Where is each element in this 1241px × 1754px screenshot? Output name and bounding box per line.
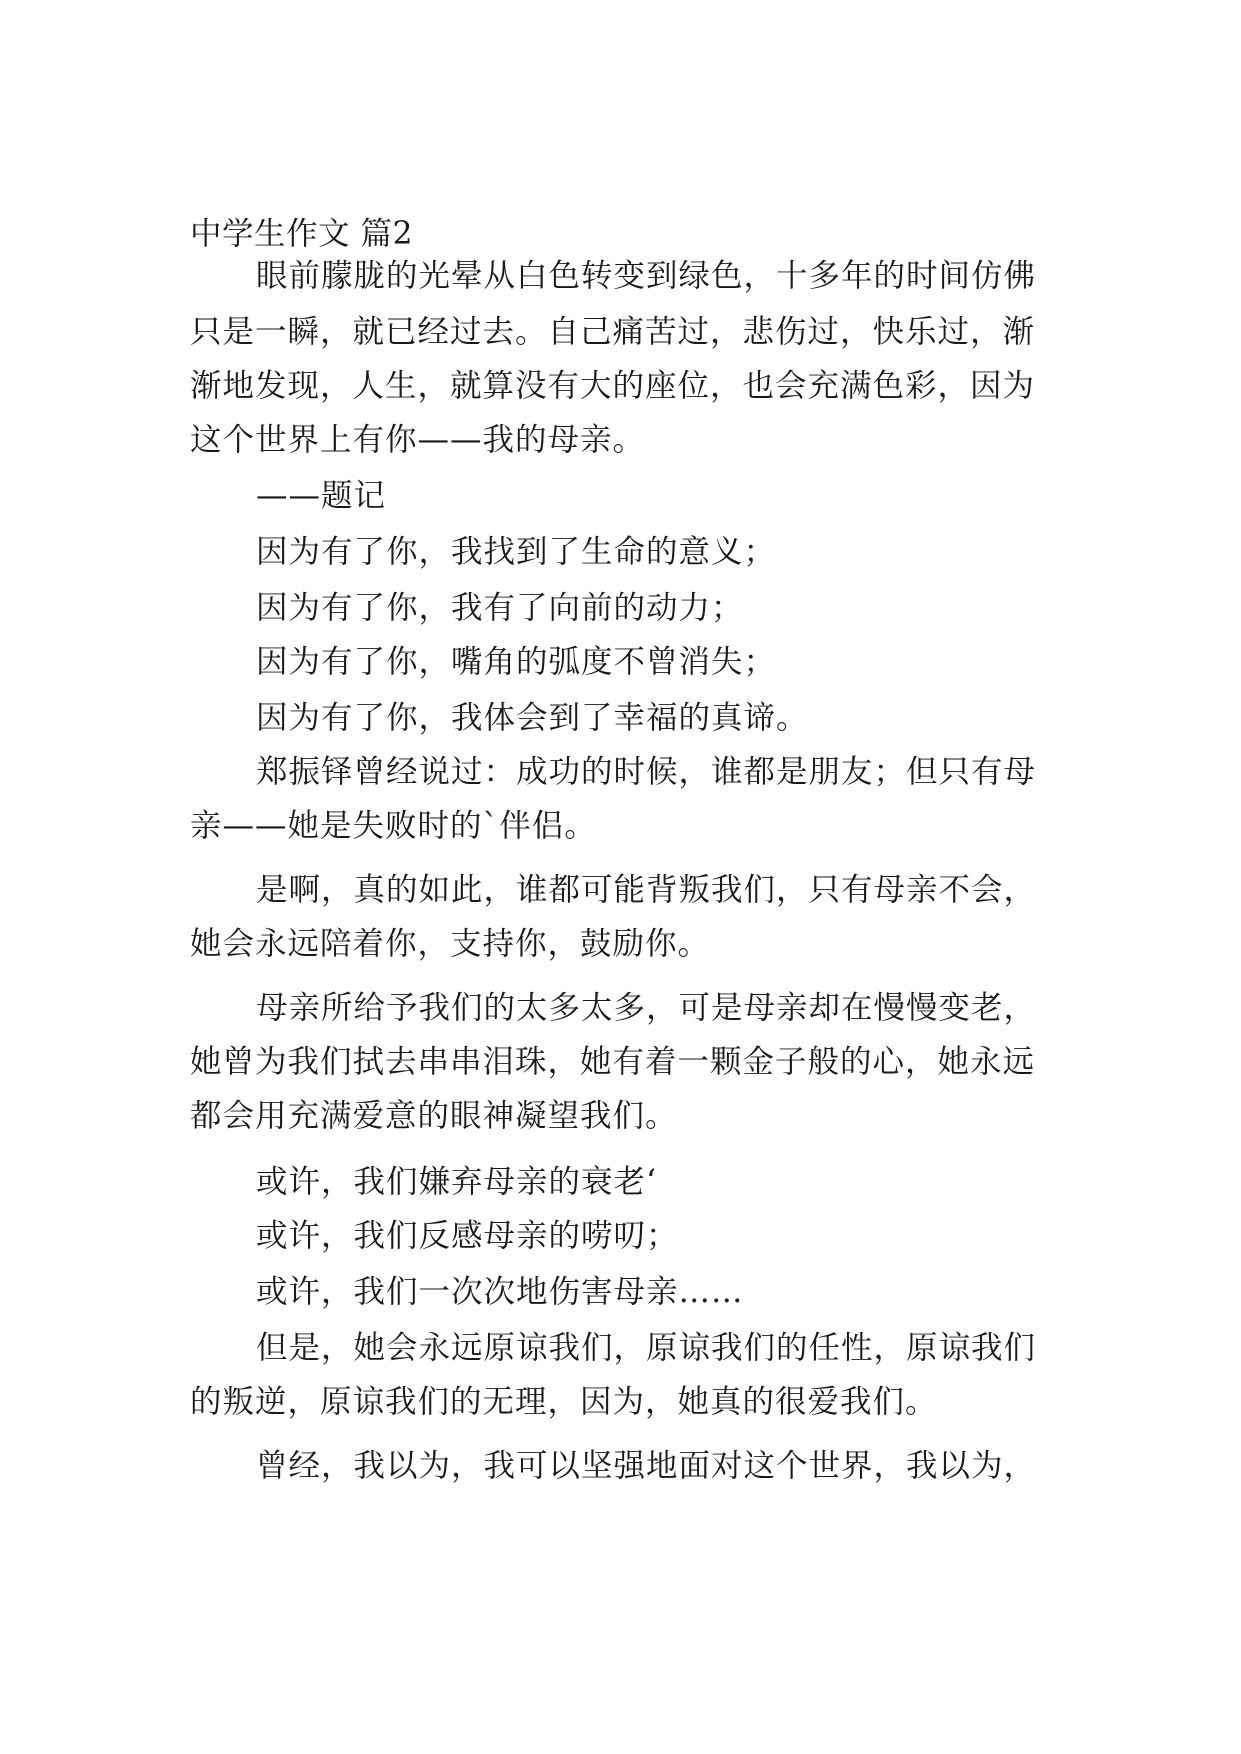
paragraph-line: 是啊，真的如此，谁都可能背叛我们，只有母亲不会， — [256, 872, 1037, 908]
essay-title: 中学生作文 篇2 — [190, 216, 414, 252]
paragraph-line: 曾经，我以为，我可以坚强地面对这个世界，我以为， — [256, 1448, 1037, 1484]
paragraph-line: 或许，我们嫌弃母亲的衰老‘ — [256, 1164, 658, 1200]
paragraph-line: 因为有了你，我找到了生命的意义； — [256, 534, 777, 570]
paragraph-line: 或许，我们一次次地伤害母亲…… — [256, 1274, 744, 1310]
paragraph-line: 郑振铎曾经说过：成功的时候，谁都是朋友；但只有母 — [256, 754, 1037, 790]
paragraph-line: 因为有了你，嘴角的弧度不曾消失； — [256, 644, 777, 680]
paragraph-line: 渐地发现，人生，就算没有大的座位，也会充满色彩，因为 — [190, 368, 1036, 404]
paragraph-line: 因为有了你，我有了向前的动力； — [256, 590, 744, 626]
paragraph-line: 都会用充满爱意的眼神凝望我们。 — [190, 1098, 678, 1134]
paragraph-line: 亲——她是失败时的`伴侣。 — [190, 808, 597, 844]
paragraph-line: 这个世界上有你——我的母亲。 — [190, 422, 646, 458]
paragraph-line: 眼前朦胧的光晕从白色转变到绿色，十多年的时间仿佛 — [256, 258, 1037, 294]
epigraph-line: ——题记 — [256, 478, 387, 514]
paragraph-line: 母亲所给予我们的太多太多，可是母亲却在慢慢变老， — [256, 990, 1037, 1026]
paragraph-line: 只是一瞬，就已经过去。自己痛苦过，悲伤过，快乐过，渐 — [190, 314, 1036, 350]
paragraph-line: 她会永远陪着你，支持你，鼓励你。 — [190, 926, 711, 962]
paragraph-line: 她曾为我们拭去串串泪珠，她有着一颗金子般的心，她永远 — [190, 1044, 1036, 1080]
paragraph-line: 但是，她会永远原谅我们，原谅我们的任性，原谅我们 — [256, 1330, 1037, 1366]
paragraph-line: 因为有了你，我体会到了幸福的真谛。 — [256, 700, 809, 736]
paragraph-line: 或许，我们反感母亲的唠叨； — [256, 1218, 679, 1254]
paragraph-line: 的叛逆，原谅我们的无理，因为，她真的很爱我们。 — [190, 1384, 938, 1420]
